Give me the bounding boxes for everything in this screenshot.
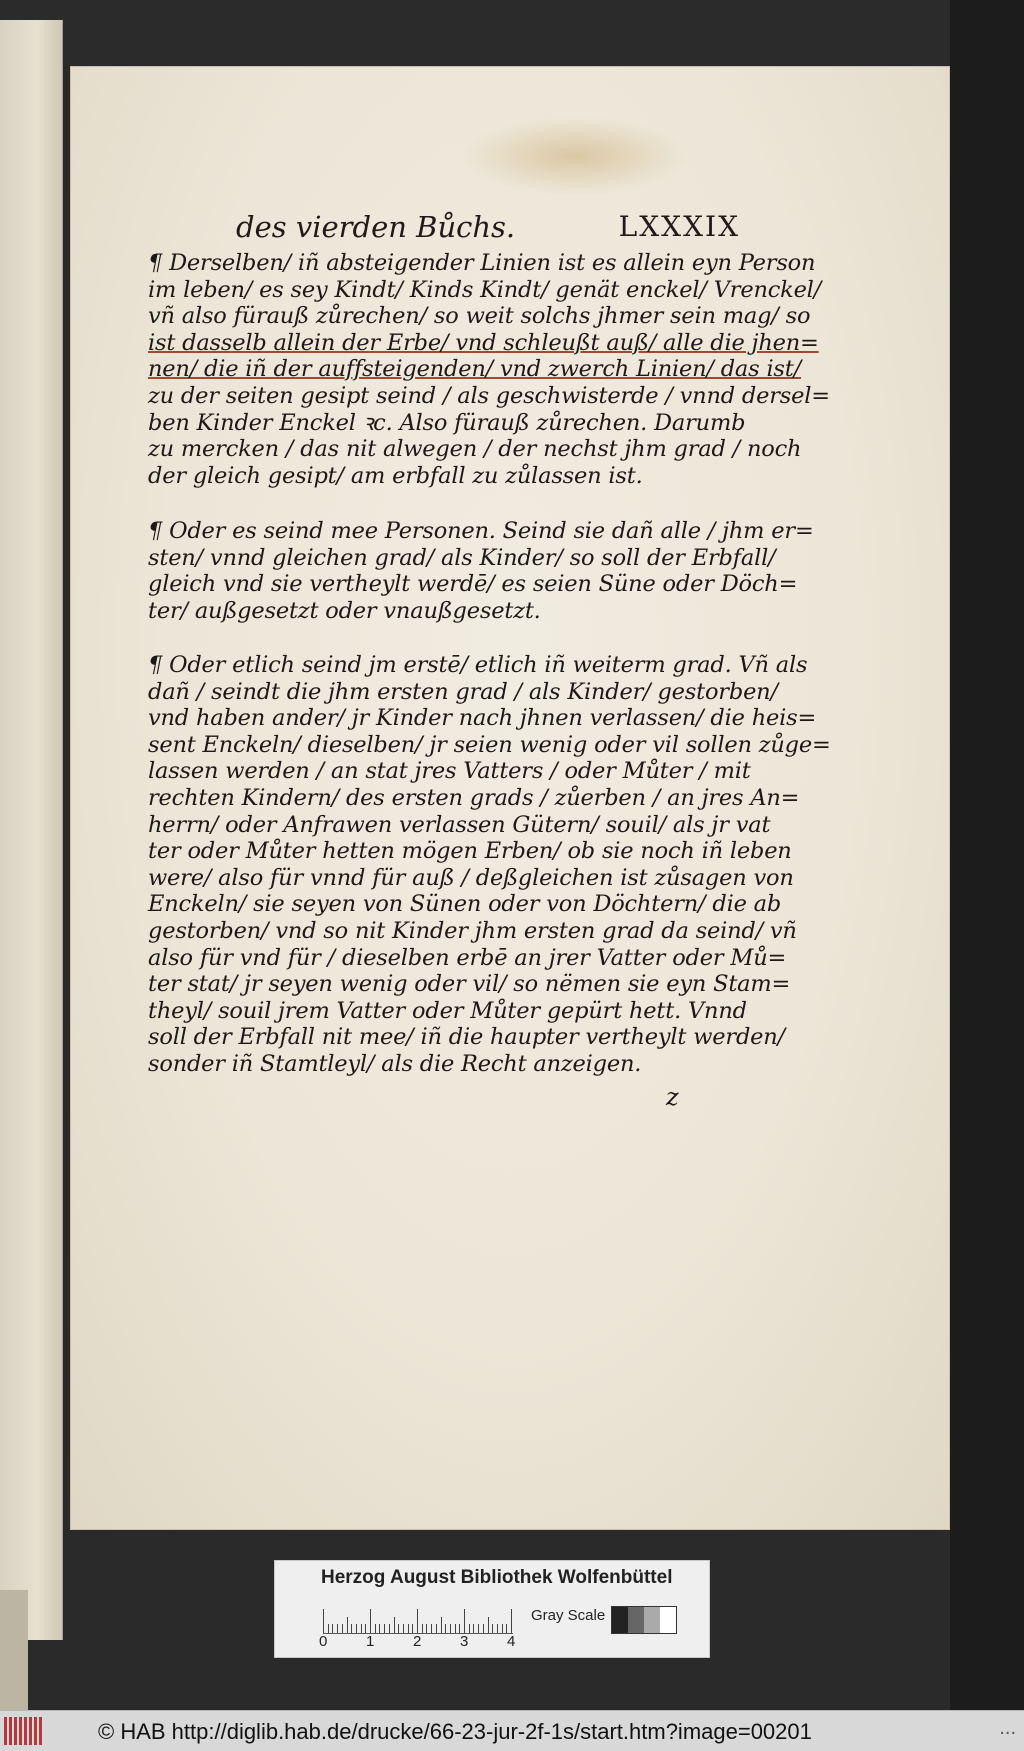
gray-scale-swatches — [611, 1606, 677, 1634]
text-line: ben Kinder Enckel ꝛc. Also fürauß zůrechen. Darumb — [148, 409, 746, 436]
text-line: im leben/ es sey Kindt/ Kinds Kindt/ genät enckel/ Vrenckel/ — [148, 276, 822, 303]
paragraph-2 — [148, 518, 814, 624]
gray-swatch — [628, 1607, 644, 1633]
running-title: des vierden Bůchs. — [236, 210, 516, 244]
paper-stain — [460, 116, 690, 196]
ruler-number: 4 — [507, 1633, 516, 1650]
text-line: vnd haben ander/ jr Kinder nach jhnen verlassen/ die heis= — [148, 705, 817, 732]
footer-bar — [0, 1710, 1024, 1751]
text-line: soll der Erbfall nit mee/ iñ die haupter vertheylt werden/ — [148, 1024, 785, 1051]
scan-background-right — [950, 0, 1024, 1710]
ruler-tick — [478, 1624, 479, 1633]
facing-page-edge — [0, 20, 63, 1640]
ruler-tick — [441, 1617, 442, 1633]
text-line: sten/ vnnd gleichen grad/ als Kinder/ so soll der Erbfall/ — [148, 544, 776, 571]
paragraph-3 — [148, 652, 831, 1078]
ruler-tick — [431, 1624, 432, 1633]
gray-swatch — [644, 1607, 660, 1633]
ruler-tick — [370, 1609, 371, 1633]
text-line: zu mercken / das nit alwegen / der nechst jhm grad / noch — [148, 436, 802, 463]
ruler-number: 0 — [319, 1633, 328, 1650]
ruler-tick — [417, 1609, 418, 1633]
ruler-tick — [403, 1624, 404, 1633]
reference-card — [274, 1560, 710, 1658]
ruler-tick — [455, 1624, 456, 1633]
ruler-tick — [506, 1624, 507, 1633]
text-line: also für vnd für / dieselben erbē an jrer Vatter oder Mů= — [148, 944, 787, 971]
ruler-tick — [408, 1624, 409, 1633]
text-line: ¶ Derselben/ iñ absteigender Linien ist es allein eyn Person — [148, 250, 816, 276]
ruler-tick — [347, 1617, 348, 1633]
text-line: were/ also für vnnd für auß / deßgleichen ist zůsagen von — [148, 864, 794, 891]
text-line: der gleich gesipt/ am erbfall zu zůlassen ist. — [148, 462, 643, 489]
ruler-tick — [389, 1624, 390, 1633]
ruler-tick — [394, 1617, 395, 1633]
reference-card-title: Herzog August Bibliothek Wolfenbüttel — [321, 1567, 673, 1588]
page-header — [160, 210, 740, 250]
ruler-tick — [445, 1624, 446, 1633]
ruler-tick — [492, 1624, 493, 1633]
ruler-tick — [332, 1624, 333, 1633]
ruler-tick — [328, 1624, 329, 1633]
more-icon[interactable]: ... — [999, 1717, 1016, 1739]
gray-swatch — [612, 1607, 628, 1633]
ruler-tick — [483, 1624, 484, 1633]
gray-swatch — [660, 1607, 676, 1633]
ruler-tick — [361, 1624, 362, 1633]
text-line: sent Enckeln/ dieselben/ jr seien wenig oder vil sollen zůge= — [148, 731, 831, 758]
ruler-tick — [502, 1624, 503, 1633]
ruler-tick — [412, 1624, 413, 1633]
text-line: vñ also fürauß zůrechen/ so weit solchs jhmer sein mag/ so — [148, 303, 811, 330]
ruler-tick — [469, 1624, 470, 1633]
text-line: ¶ Oder etlich seind jm erstē/ etlich iñ weiterm grad. Vñ als — [148, 652, 808, 678]
scale-ruler — [323, 1605, 513, 1634]
text-line: ¶ Oder es seind mee Personen. Seind sie dañ alle / jhm er= — [148, 518, 814, 544]
ruler-tick — [384, 1624, 385, 1633]
text-line: herrn/ oder Anfrawen verlassen Gütern/ souil/ als jr vat — [148, 811, 771, 838]
text-line: theyl/ souil jrem Vatter oder Můter gepürt hett. Vnnd — [148, 997, 747, 1024]
text-line: sonder iñ Stamtleyl/ als die Recht anzeigen. — [148, 1050, 642, 1077]
text-line: gestorben/ vnd so nit Kinder jhm ersten grad da seind/ vñ — [148, 917, 797, 944]
ruler-tick — [323, 1609, 324, 1633]
ruler-tick — [511, 1609, 512, 1633]
ruler-tick — [464, 1609, 465, 1633]
ruler-tick — [473, 1624, 474, 1633]
text-line-underlined: ist dasselb allein der Erbe/ vnd schleußt auß/ alle die jhen= — [148, 329, 819, 356]
ruler-tick — [422, 1624, 423, 1633]
ruler-tick — [351, 1624, 352, 1633]
ruler-tick — [379, 1624, 380, 1633]
text-line: ter/ außgesetzt oder vnaußgesetzt. — [148, 597, 541, 624]
ruler-tick — [488, 1617, 489, 1633]
ruler-tick — [426, 1624, 427, 1633]
ruler-tick — [365, 1624, 366, 1633]
ruler-number: 2 — [413, 1633, 422, 1650]
text-line-underlined: nen/ die iñ der auffsteigenden/ vnd zwerch Linien/ das ist/ — [148, 356, 802, 383]
ruler-tick — [375, 1624, 376, 1633]
footer-copyright-link[interactable]: © HAB http://diglib.hab.de/drucke/66-23-jur-2f-1s/start.htm?image=00201 — [98, 1719, 812, 1744]
paragraph-1 — [148, 250, 830, 489]
ruler-tick — [356, 1624, 357, 1633]
folio-number: LXXXIX — [618, 210, 740, 243]
text-line: rechten Kindern/ des ersten grads / zůerben / an jres An= — [148, 784, 800, 811]
ruler-tick — [342, 1624, 343, 1633]
ruler-tick — [398, 1624, 399, 1633]
scan-background-top — [0, 0, 1024, 64]
text-line: ter oder Můter hetten mögen Erben/ ob sie noch iñ leben — [148, 838, 792, 865]
ruler-number: 1 — [366, 1633, 375, 1650]
text-line: gleich vnd sie vertheylt werdē/ es seien Süne oder Döch= — [148, 571, 798, 598]
ruler-tick — [337, 1624, 338, 1633]
text-line: dañ / seindt die jhm ersten grad / als Kinder/ gestorben/ — [148, 678, 778, 705]
facing-page-strip — [0, 1590, 28, 1710]
text-line: lassen werden / an stat jres Vatters / oder Můter / mit — [148, 758, 751, 785]
signature-mark: z — [666, 1083, 679, 1111]
gray-scale-label: Gray Scale — [531, 1607, 606, 1624]
ruler-number: 3 — [460, 1633, 469, 1650]
ruler-tick — [497, 1624, 498, 1633]
hab-logo-icon — [4, 1717, 44, 1745]
text-line: Enckeln/ sie seyen von Sünen oder von Döchtern/ die ab — [148, 891, 782, 918]
text-line: ter stat/ jr seyen wenig oder vil/ so nëmen sie eyn Stam= — [148, 971, 791, 998]
text-line: zu der seiten gesipt seind / als geschwisterde / vnnd dersel= — [148, 382, 830, 409]
ruler-tick — [436, 1624, 437, 1633]
ruler-tick — [450, 1624, 451, 1633]
ruler-tick — [459, 1624, 460, 1633]
